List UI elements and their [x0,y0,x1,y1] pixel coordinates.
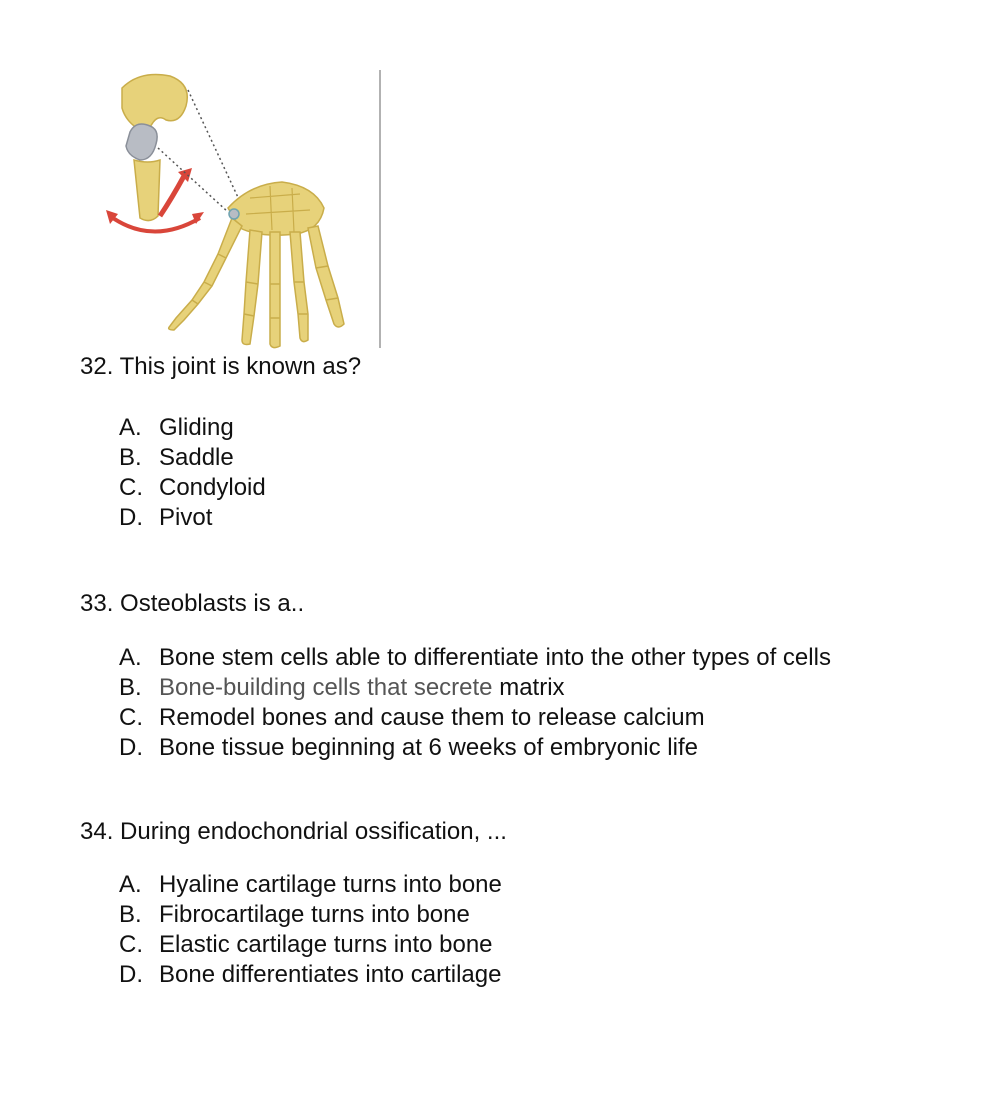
option-text: Bone stem cells able to differentiate into the other types of cells [159,644,831,671]
index-finger-bones [242,230,262,345]
question-32-option-d [119,503,266,533]
option-letter: B. [119,674,142,701]
option-letter: D. [119,734,143,761]
question-33-option-b [119,673,831,703]
option-text: Saddle [159,444,234,471]
option-text: Pivot [159,504,213,531]
option-letter: B. [119,444,142,471]
question-34-options [119,870,502,990]
flexion-arrow-icon [160,176,184,216]
thumb-bones [169,218,242,330]
option-text: Remodel bones and cause them to release calcium [159,704,705,731]
question-33-option-c [119,703,831,733]
little-finger-bones [308,226,344,327]
question-33-options [119,643,831,763]
question-32-option-a [119,413,266,443]
option-letter: D. [119,504,143,531]
option-text: Bone tissue beginning at 6 weeks of embryonic life [159,734,698,761]
option-text-gray: Bone-building cells that secrete [159,674,493,701]
question-33-option-a [119,643,831,673]
option-text: Bone differentiates into cartilage [159,961,502,988]
option-letter: C. [119,474,143,501]
question-32-stem: 32. This joint is known as? [80,353,362,380]
question-34-stem: 34. During endochondrial ossification, ... [80,818,507,845]
option-text: Gliding [159,414,234,441]
saddle-joint-figure [100,68,390,350]
option-letter: D. [119,961,143,988]
option-text: Hyaline cartilage turns into bone [159,871,502,898]
question-34-option-b [119,900,502,930]
option-letter: C. [119,704,143,731]
option-letter: B. [119,901,142,928]
option-text-rest: matrix [492,674,565,701]
option-text: Elastic cartilage turns into bone [159,931,493,958]
question-34-option-d [119,960,502,990]
question-33-stem: 33. Osteoblasts is a.. [80,590,305,617]
question-33-option-d [119,733,831,763]
option-letter: C. [119,931,143,958]
middle-finger-bones [270,232,280,348]
question-32-option-c [119,473,266,503]
question-32-options [119,413,266,533]
saddle-bone-lower [134,160,160,221]
ring-finger-bones [290,232,308,342]
option-letter: A. [119,871,142,898]
saddle-cartilage [126,124,157,160]
saddle-bone-upper [122,75,187,132]
option-text: Fibrocartilage turns into bone [159,901,470,928]
joint-highlight [229,209,239,219]
leader-line-top [188,90,242,206]
question-34-option-c [119,930,502,960]
question-34-option-a [119,870,502,900]
option-text: Condyloid [159,474,266,501]
option-letter: A. [119,644,142,671]
question-32-option-b [119,443,266,473]
option-letter: A. [119,414,142,441]
